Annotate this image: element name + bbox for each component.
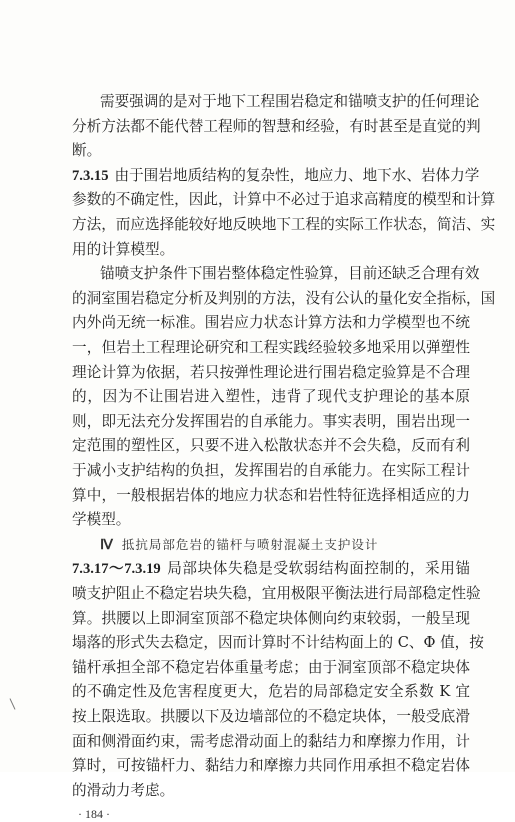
paragraph-5-line-1-text: 局部块体失稳是受软弱结构面控制的，采用锚 xyxy=(166,560,470,578)
section-heading xyxy=(100,535,470,556)
paragraph-2-line-3: 方法，而应选择能较好地反映地下工程的实际工作状态，简洁、实 xyxy=(72,216,496,233)
paragraph-3-line-11: 学模型。 xyxy=(72,511,131,529)
paragraph-3-line-2: 的洞室围岩稳定分析及判别的方法，没有公认的量化安全指标，国 xyxy=(72,289,496,307)
section-heading-text: 抵抗局部危岩的锚杆与喷射混凝土支护设计 xyxy=(121,536,379,552)
paragraph-1-line-3: 断。 xyxy=(72,142,102,160)
paragraph-2-line-1-text: 由于围岩地质结构的复杂性，地应力、地下水、岩体力学 xyxy=(114,166,480,184)
paragraph-1-line-2: 分析方法都不能代替工程师的智慧和经验，有时甚至是直觉的判 xyxy=(72,117,481,135)
paragraph-3-line-9: 于减小支护结构的负担，发挥围岩的自承能力。在实际工程计 xyxy=(72,462,470,479)
section-number: 7.3.17～7.3.19 xyxy=(72,561,161,578)
paragraph-3-line-1: 锚喷支护条件下围岩整体稳定性验算，目前还缺乏合理有效 xyxy=(100,265,480,283)
paragraph-5-line-10: 的滑动力考虑。 xyxy=(72,781,175,799)
paragraph-5-line-3: 算。拱腰以上即洞室顶部不稳定块体侧向约束较弱，一般呈现 xyxy=(72,609,470,627)
paragraph-3-line-8: 定范围的塑性区，只要不进入松散状态并不会失稳，反而有利 xyxy=(72,437,470,455)
paragraph-5-line-4: 塌落的形式失去稳定，因而计算时不计结构面上的 C、Φ 值，按 xyxy=(72,634,484,652)
paragraph-2-line-1 xyxy=(72,166,480,186)
paragraph-3-line-3: 内外尚无统一标准。围岩应力状态计算方法和力学模型也不统 xyxy=(72,314,470,332)
paragraph-3-line-5: 理论计算为依据，若只按弹性理论进行围岩稳定验算是不合理 xyxy=(72,363,470,381)
paragraph-3-line-7: 则，即无法充分发挥围岩的自承能力。事实表明，围岩出现一 xyxy=(72,412,470,430)
paragraph-3-line-4: 一，但岩土工程理论研究和工程实践经验较多地采用以弹塑性 xyxy=(72,339,470,356)
section-heading-number: Ⅳ xyxy=(100,537,114,553)
paragraph-5-line-8: 面和侧滑面约束，需考虑滑动面上的黏结力和摩擦力作用，计 xyxy=(72,732,470,750)
margin-mark xyxy=(10,698,16,709)
paragraph-5-line-6: 的不确定性及危害程度更大，危岩的局部稳定安全系数 K 宜 xyxy=(72,683,470,701)
paragraph-2-line-4: 用的计算模型。 xyxy=(72,240,175,258)
paragraph-5-line-7: 按上限选取。拱腰以下及边墙部位的不稳定块体，一般受底滑 xyxy=(72,708,470,725)
paragraph-5-line-1 xyxy=(72,559,470,579)
paragraph-5-line-9: 算时，可按锚杆力、黏结力和摩擦力共同作用承担不稳定岩体 xyxy=(72,757,470,775)
section-number: 7.3.15 xyxy=(72,167,109,184)
paragraph-5-line-2: 喷支护阻止不稳定岩块失稳，宜用极限平衡法进行局部稳定性验 xyxy=(72,585,481,602)
page-number: · 184 · xyxy=(78,807,110,822)
paragraph-3-line-6: 的，因为不让围岩进入塑性，违背了现代支护理论的基本原 xyxy=(72,388,470,406)
paragraph-2-line-2: 参数的不确定性，因此，计算中不必过于追求高精度的模型和计算 xyxy=(72,191,496,209)
paragraph-1-line-1: 需要强调的是对于地下工程围岩稳定和锚喷支护的任何理论 xyxy=(100,93,480,110)
paragraph-5-line-5: 锚杆承担全部不稳定岩体重量考虑；由于洞室顶部不稳定块体 xyxy=(72,658,470,676)
paragraph-3-line-10: 算中，一般根据岩体的地应力状态和岩性特征选择相适应的力 xyxy=(72,486,470,504)
